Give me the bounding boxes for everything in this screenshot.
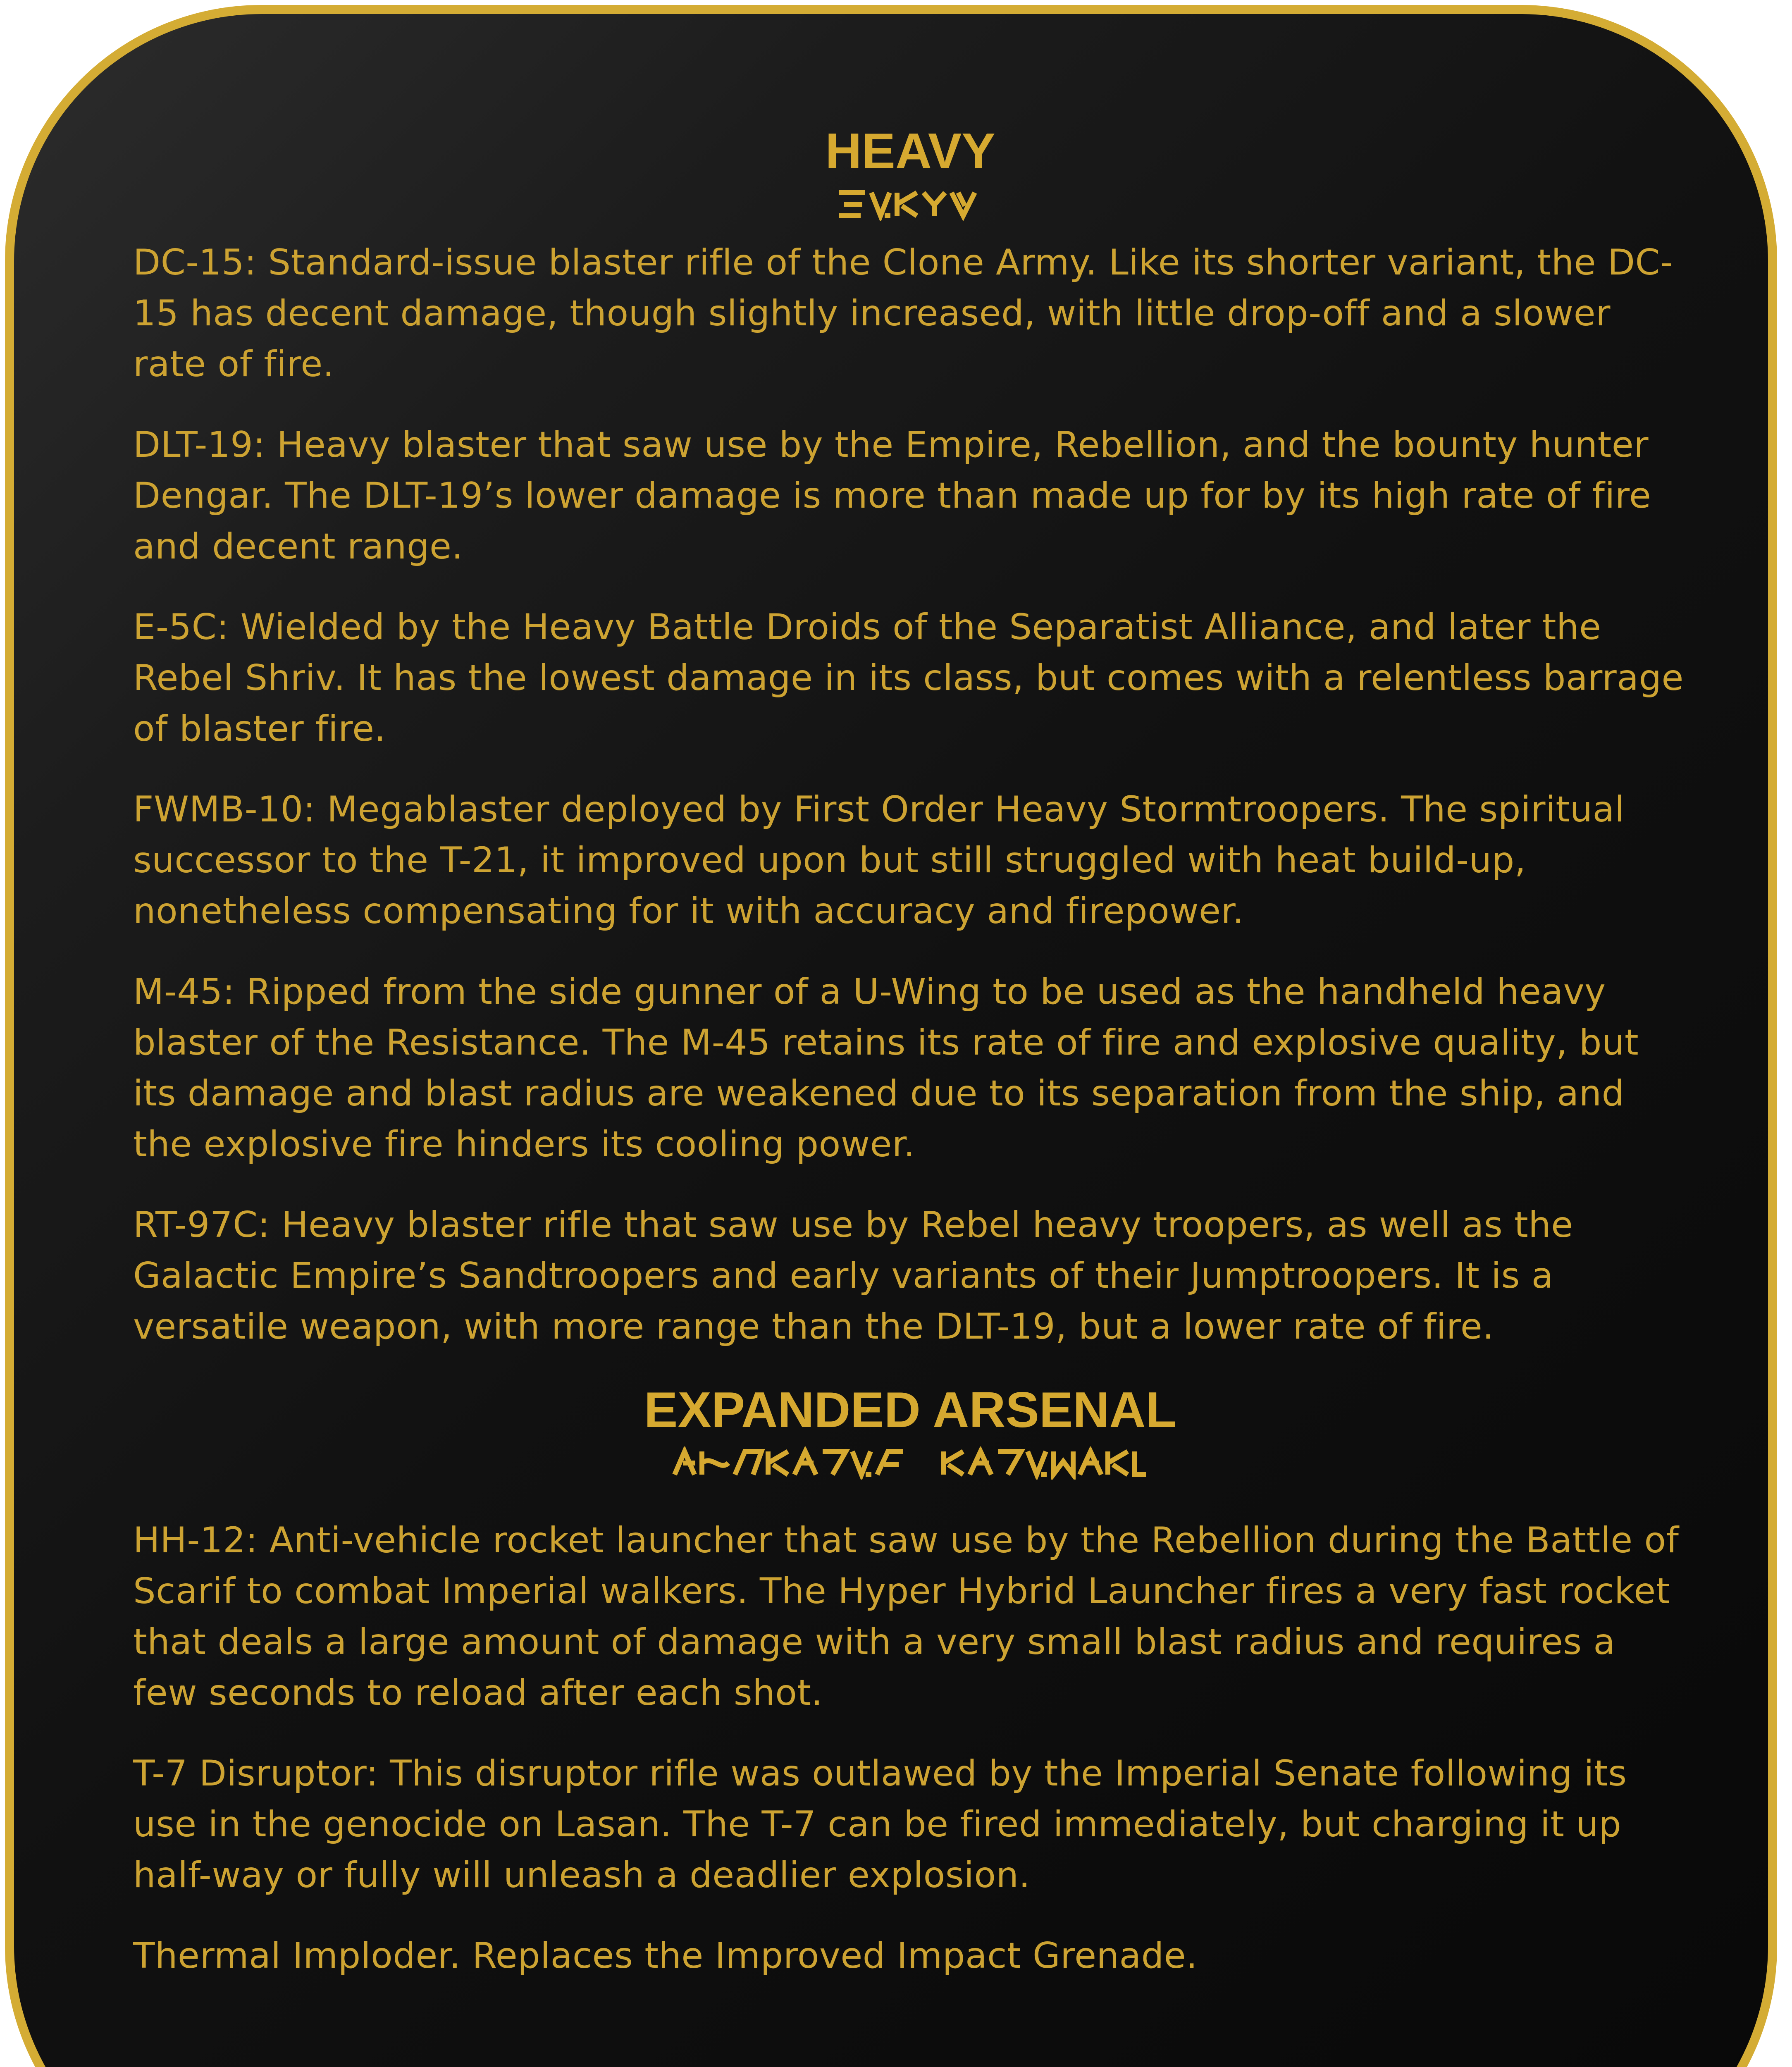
aurebesh-expanded-arsenal-glyphs [671, 1446, 1150, 1480]
heavy-title: HEAVY [825, 123, 995, 179]
expanded-arsenal-section [133, 1384, 1687, 1981]
aurebesh-heavy-glyphs [836, 188, 985, 221]
expanded-arsenal-title: EXPANDED ARSENAL [644, 1382, 1176, 1438]
heavy-entry: FWMB-10: Megablaster deployed by First Order Heavy Stormtroopers. The spiritual successor to the T-21, it improved upon but still struggled with heat build-up, nonetheless compensating for it with accuracy and firepower. [133, 789, 1625, 932]
heavy-section [133, 123, 1687, 1352]
heavy-entry: M-45: Ripped from the side gunner of a U-Wing to be used as the handheld heavy blaster of the Resistance. The M-45 retains its rate of fire and explosive quality, but its damage and blast radius are weakened due to its separation from the ship, and the explosive fire hinders its cooling power. [133, 971, 1639, 1165]
arsenal-entry: Thermal Imploder. Replaces the Improved Impact Grenade. [133, 1935, 1198, 1976]
card [5, 5, 1777, 2067]
card-content [133, 123, 1687, 1981]
aurebesh-expanded-arsenal-subtitle [133, 1446, 1687, 1480]
heavy-entry: DC-15: Standard-issue blaster rifle of the Clone Army. Like its shorter variant, the DC-15 has decent damage, though slightly increased, with little drop-off and a slower rate of fire. [133, 242, 1673, 385]
arsenal-entry: HH-12: Anti-vehicle rocket launcher that saw use by the Rebellion during the Battle of Scarif to combat Imperial walkers. The Hyper Hybrid Launcher fires a very fast rocket that deals a large amount of damage with a very small blast radius and requires a few seconds to reload after each shot. [133, 1520, 1679, 1714]
arsenal-entry: T-7 Disruptor: This disruptor rifle was outlawed by the Imperial Senate following its use in the genocide on Lasan. The T-7 can be fired immediately, but charging it up half-way or fully will unleash a deadlier explosion. [133, 1753, 1627, 1896]
aurebesh-heavy-subtitle [133, 188, 1687, 221]
heavy-entry: E-5C: Wielded by the Heavy Battle Droids of the Separatist Alliance, and later the Rebel Shriv. It has the lowest damage in its class, but comes with a relentless barrage of blaster fire. [133, 606, 1684, 749]
heavy-entry: RT-97C: Heavy blaster rifle that saw use by Rebel heavy troopers, as well as the Galactic Empire’s Sandtroopers and early variants of their Jumptroopers. It is a versatile weapon, with more range than the DLT-19, but a lower rate of fire. [133, 1204, 1573, 1347]
heavy-entry: DLT-19: Heavy blaster that saw use by the Empire, Rebellion, and the bounty hunter Dengar. The DLT-19’s lower damage is more than made up for by its high rate of fire and decent range. [133, 424, 1651, 567]
